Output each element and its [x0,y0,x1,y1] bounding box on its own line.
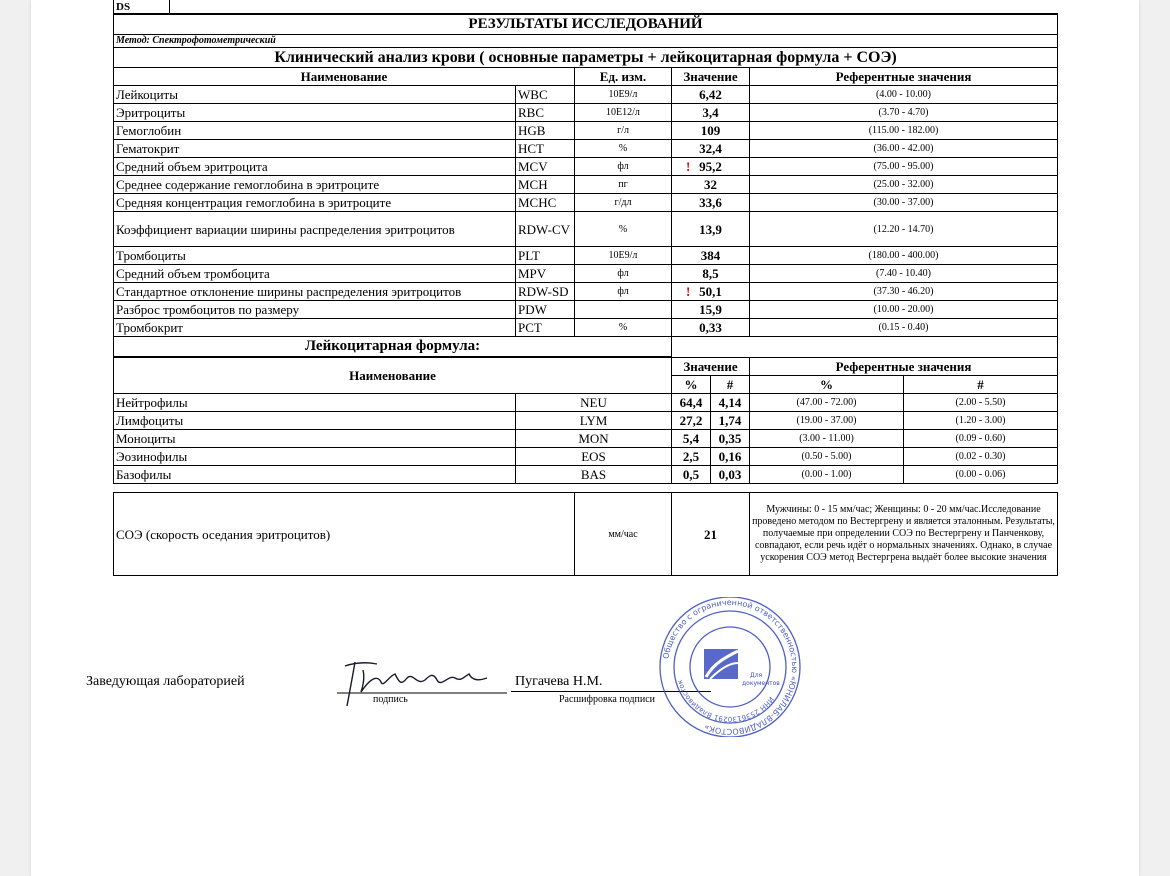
table-row [114,158,1058,176]
param-code: MCH [516,176,575,194]
param-value-text: 33,6 [699,195,722,210]
cell-ref-abs: (0.02 - 0.30) [904,448,1058,466]
param-reference: (4.00 - 10.00) [750,86,1058,104]
cell-ref-abs: (1.20 - 3.00) [904,412,1058,430]
param-name: Средний объем эритроцита [114,158,516,176]
param-code: HGB [516,122,575,140]
param-value-text: 50,1 [699,284,722,299]
cell-name: Нейтрофилы [114,394,516,412]
table-row [114,104,1058,122]
param-code: RDW-CV [516,212,575,247]
param-name: Коэффициент вариации ширины распределения эритроцитов [114,212,516,247]
param-name: Разброс тромбоцитов по размеру [114,301,516,319]
table-row [114,247,1058,265]
param-value-text: 384 [700,248,721,263]
param-value-text: 95,2 [699,159,722,174]
role-label: Заведующая лабораторией [86,674,245,689]
cell-code: NEU [516,394,672,412]
param-value [672,265,750,283]
cell-abs: 0,16 [711,448,750,466]
param-value [672,86,750,104]
cell-code: MON [516,430,672,448]
param-value [672,283,750,301]
table-row [114,176,1058,194]
col-value-header: Значение [672,68,750,86]
esr-value: 21 [672,493,750,576]
cell-abs: 4,14 [711,394,750,412]
cell-ref-pct: (3.00 - 11.00) [750,430,904,448]
param-reference: (25.00 - 32.00) [750,176,1058,194]
param-reference: (180.00 - 400.00) [750,247,1058,265]
param-code: PLT [516,247,575,265]
param-unit: фл [575,265,672,283]
cell-code: LYM [516,412,672,430]
param-reference: (115.00 - 182.00) [750,122,1058,140]
esr-unit: мм/час [575,493,672,576]
leukoformula-row [114,430,1058,448]
param-unit [575,301,672,319]
signer-name: Пугачева Н.М. [515,674,603,689]
results-table [113,14,1058,357]
cell-name: Моноциты [114,430,516,448]
param-value-text: 32,4 [699,141,722,156]
col-name-header: Наименование [114,68,575,86]
svg-text:документов: документов [742,680,780,687]
param-unit: г/л [575,122,672,140]
param-name: Лейкоциты [114,86,516,104]
param-value-text: 0,33 [699,320,722,335]
cell-ref-pct: (19.00 - 37.00) [750,412,904,430]
cell-abs: 0,03 [711,466,750,484]
cell-name: Лимфоциты [114,412,516,430]
param-value [672,176,750,194]
cell-pct: 2,5 [672,448,711,466]
handwritten-signature [337,656,517,708]
cell-code: EOS [516,448,672,466]
param-unit: пг [575,176,672,194]
param-value [672,140,750,158]
cell-pct: 27,2 [672,412,711,430]
name-caption: Расшифровка подписи [559,694,655,705]
leukoformula-title: Лейкоцитарная формула: [114,337,672,357]
param-value-text: 15,9 [699,302,722,317]
cell-abs: 0,35 [711,430,750,448]
col-ref-header: Референтные значения [750,68,1058,86]
cell-ref-pct: (0.00 - 1.00) [750,466,904,484]
cell-name: Базофилы [114,466,516,484]
lf-value-header: Значение [672,358,750,376]
svg-text:Для: Для [750,672,763,679]
param-name: Тромбоциты [114,247,516,265]
param-code: MCHC [516,194,575,212]
param-code: MPV [516,265,575,283]
param-value-text: 8,5 [702,266,719,281]
param-reference: (0.15 - 0.40) [750,319,1058,337]
param-value [672,122,750,140]
cell-ref-abs: (0.09 - 0.60) [904,430,1058,448]
table-row [114,301,1058,319]
esr-table [113,492,1058,576]
table-row [114,319,1058,337]
company-stamp [654,597,806,737]
param-value [672,247,750,265]
param-reference: (7.40 - 10.40) [750,265,1058,283]
param-value-text: 3,4 [702,105,719,120]
lab-report [113,0,1057,576]
param-unit: фл [575,283,672,301]
method-label: Метод: Спектрофотометрический [114,35,1058,48]
param-reference: (12.20 - 14.70) [750,212,1058,247]
param-name: Гемоглобин [114,122,516,140]
param-name: Средний объем тромбоцита [114,265,516,283]
lf-ref-abs-header: # [904,376,1058,394]
param-code: WBC [516,86,575,104]
param-name: Среднее содержание гемоглобина в эритроците [114,176,516,194]
param-code: PDW [516,301,575,319]
param-reference: (36.00 - 42.00) [750,140,1058,158]
param-unit: фл [575,158,672,176]
param-code: RBC [516,104,575,122]
param-unit: 10E9/л [575,86,672,104]
cell-ref-abs: (0.00 - 0.06) [904,466,1058,484]
param-value [672,319,750,337]
param-reference: (3.70 - 4.70) [750,104,1058,122]
ds-label: DS [114,0,170,14]
leukoformula-table [113,357,1058,484]
leukoformula-row [114,448,1058,466]
param-name: Средняя концентрация гемоглобина в эритроците [114,194,516,212]
leukoformula-row [114,394,1058,412]
table-row [114,194,1058,212]
param-reference: (10.00 - 20.00) [750,301,1058,319]
param-value-text: 109 [700,123,721,138]
param-code: HCT [516,140,575,158]
analysis-title: Клинический анализ крови ( основные параметры + лейкоцитарная формула + СОЭ) [114,48,1058,68]
param-unit: 10E9/л [575,247,672,265]
cell-abs: 1,74 [711,412,750,430]
cell-ref-pct: (47.00 - 72.00) [750,394,904,412]
param-value [672,301,750,319]
param-unit: 10E12/л [575,104,672,122]
cell-name: Эозинофилы [114,448,516,466]
lf-abs-header: # [711,376,750,394]
leukoformula-row [114,466,1058,484]
param-unit: % [575,319,672,337]
table-row [114,212,1058,247]
param-reference: (30.00 - 37.00) [750,194,1058,212]
param-value [672,158,750,176]
lf-ref-pct-header: % [750,376,904,394]
stamp-logo-icon [704,649,738,679]
cell-ref-pct: (0.50 - 5.00) [750,448,904,466]
param-code: PCT [516,319,575,337]
cell-pct: 5,4 [672,430,711,448]
cell-pct: 0,5 [672,466,711,484]
param-name: Гематокрит [114,140,516,158]
param-code: RDW-SD [516,283,575,301]
lf-ref-header: Референтные значения [750,358,1058,376]
table-row [114,283,1058,301]
abnormal-flag: ! [686,284,691,299]
param-reference: (37.30 - 46.20) [750,283,1058,301]
leukoformula-row [114,412,1058,430]
param-value [672,212,750,247]
esr-name: СОЭ (скорость оседания эритроцитов) [114,493,575,576]
param-value-text: 13,9 [699,221,722,237]
table-row [114,122,1058,140]
param-value-text: 6,42 [699,87,722,102]
lf-pct-header: % [672,376,711,394]
table-row [114,265,1058,283]
param-unit: г/дл [575,194,672,212]
top-bar [113,0,1058,14]
table-row [114,140,1058,158]
svg-text:Общество с ограниченной ответс: Общество с ограниченной ответственностью «ЮНИЛАБ-ВЛАДИВОСТОК» [661,597,800,737]
abnormal-flag: ! [686,159,691,174]
signature-caption: подпись [373,694,408,705]
table-row [114,86,1058,104]
col-unit-header: Ед. изм. [575,68,672,86]
param-name: Тромбокрит [114,319,516,337]
esr-reference: Мужчины: 0 - 15 мм/час; Женщины: 0 - 20 мм/час.Исследование проведено методом по Вестергрену и является эталонным. Результаты, получаемые при определении СОЭ по Вестергрену и Панченкову, совпадают, если речь идёт о нормальных значениях. Однако, в случае ускорения СОЭ метод Вестергрена выдаёт более высокие значения [750,493,1058,576]
param-unit: % [575,140,672,158]
param-name: Стандартное отклонение ширины распределения эритроцитов [114,283,516,301]
param-value [672,104,750,122]
cell-code: BAS [516,466,672,484]
param-value-text: 32 [704,177,717,192]
param-name: Эритроциты [114,104,516,122]
param-unit: % [575,212,672,247]
cell-ref-abs: (2.00 - 5.50) [904,394,1058,412]
cell-pct: 64,4 [672,394,711,412]
param-code: MCV [516,158,575,176]
param-value [672,194,750,212]
document-page [31,0,1139,876]
svg-text:ИНН 2536130291 Владивосток: ИНН 2536130291 Владивосток [675,678,776,724]
param-reference: (75.00 - 95.00) [750,158,1058,176]
lf-name-header: Наименование [114,358,672,394]
page-title: РЕЗУЛЬТАТЫ ИССЛЕДОВАНИЙ [114,15,1058,35]
